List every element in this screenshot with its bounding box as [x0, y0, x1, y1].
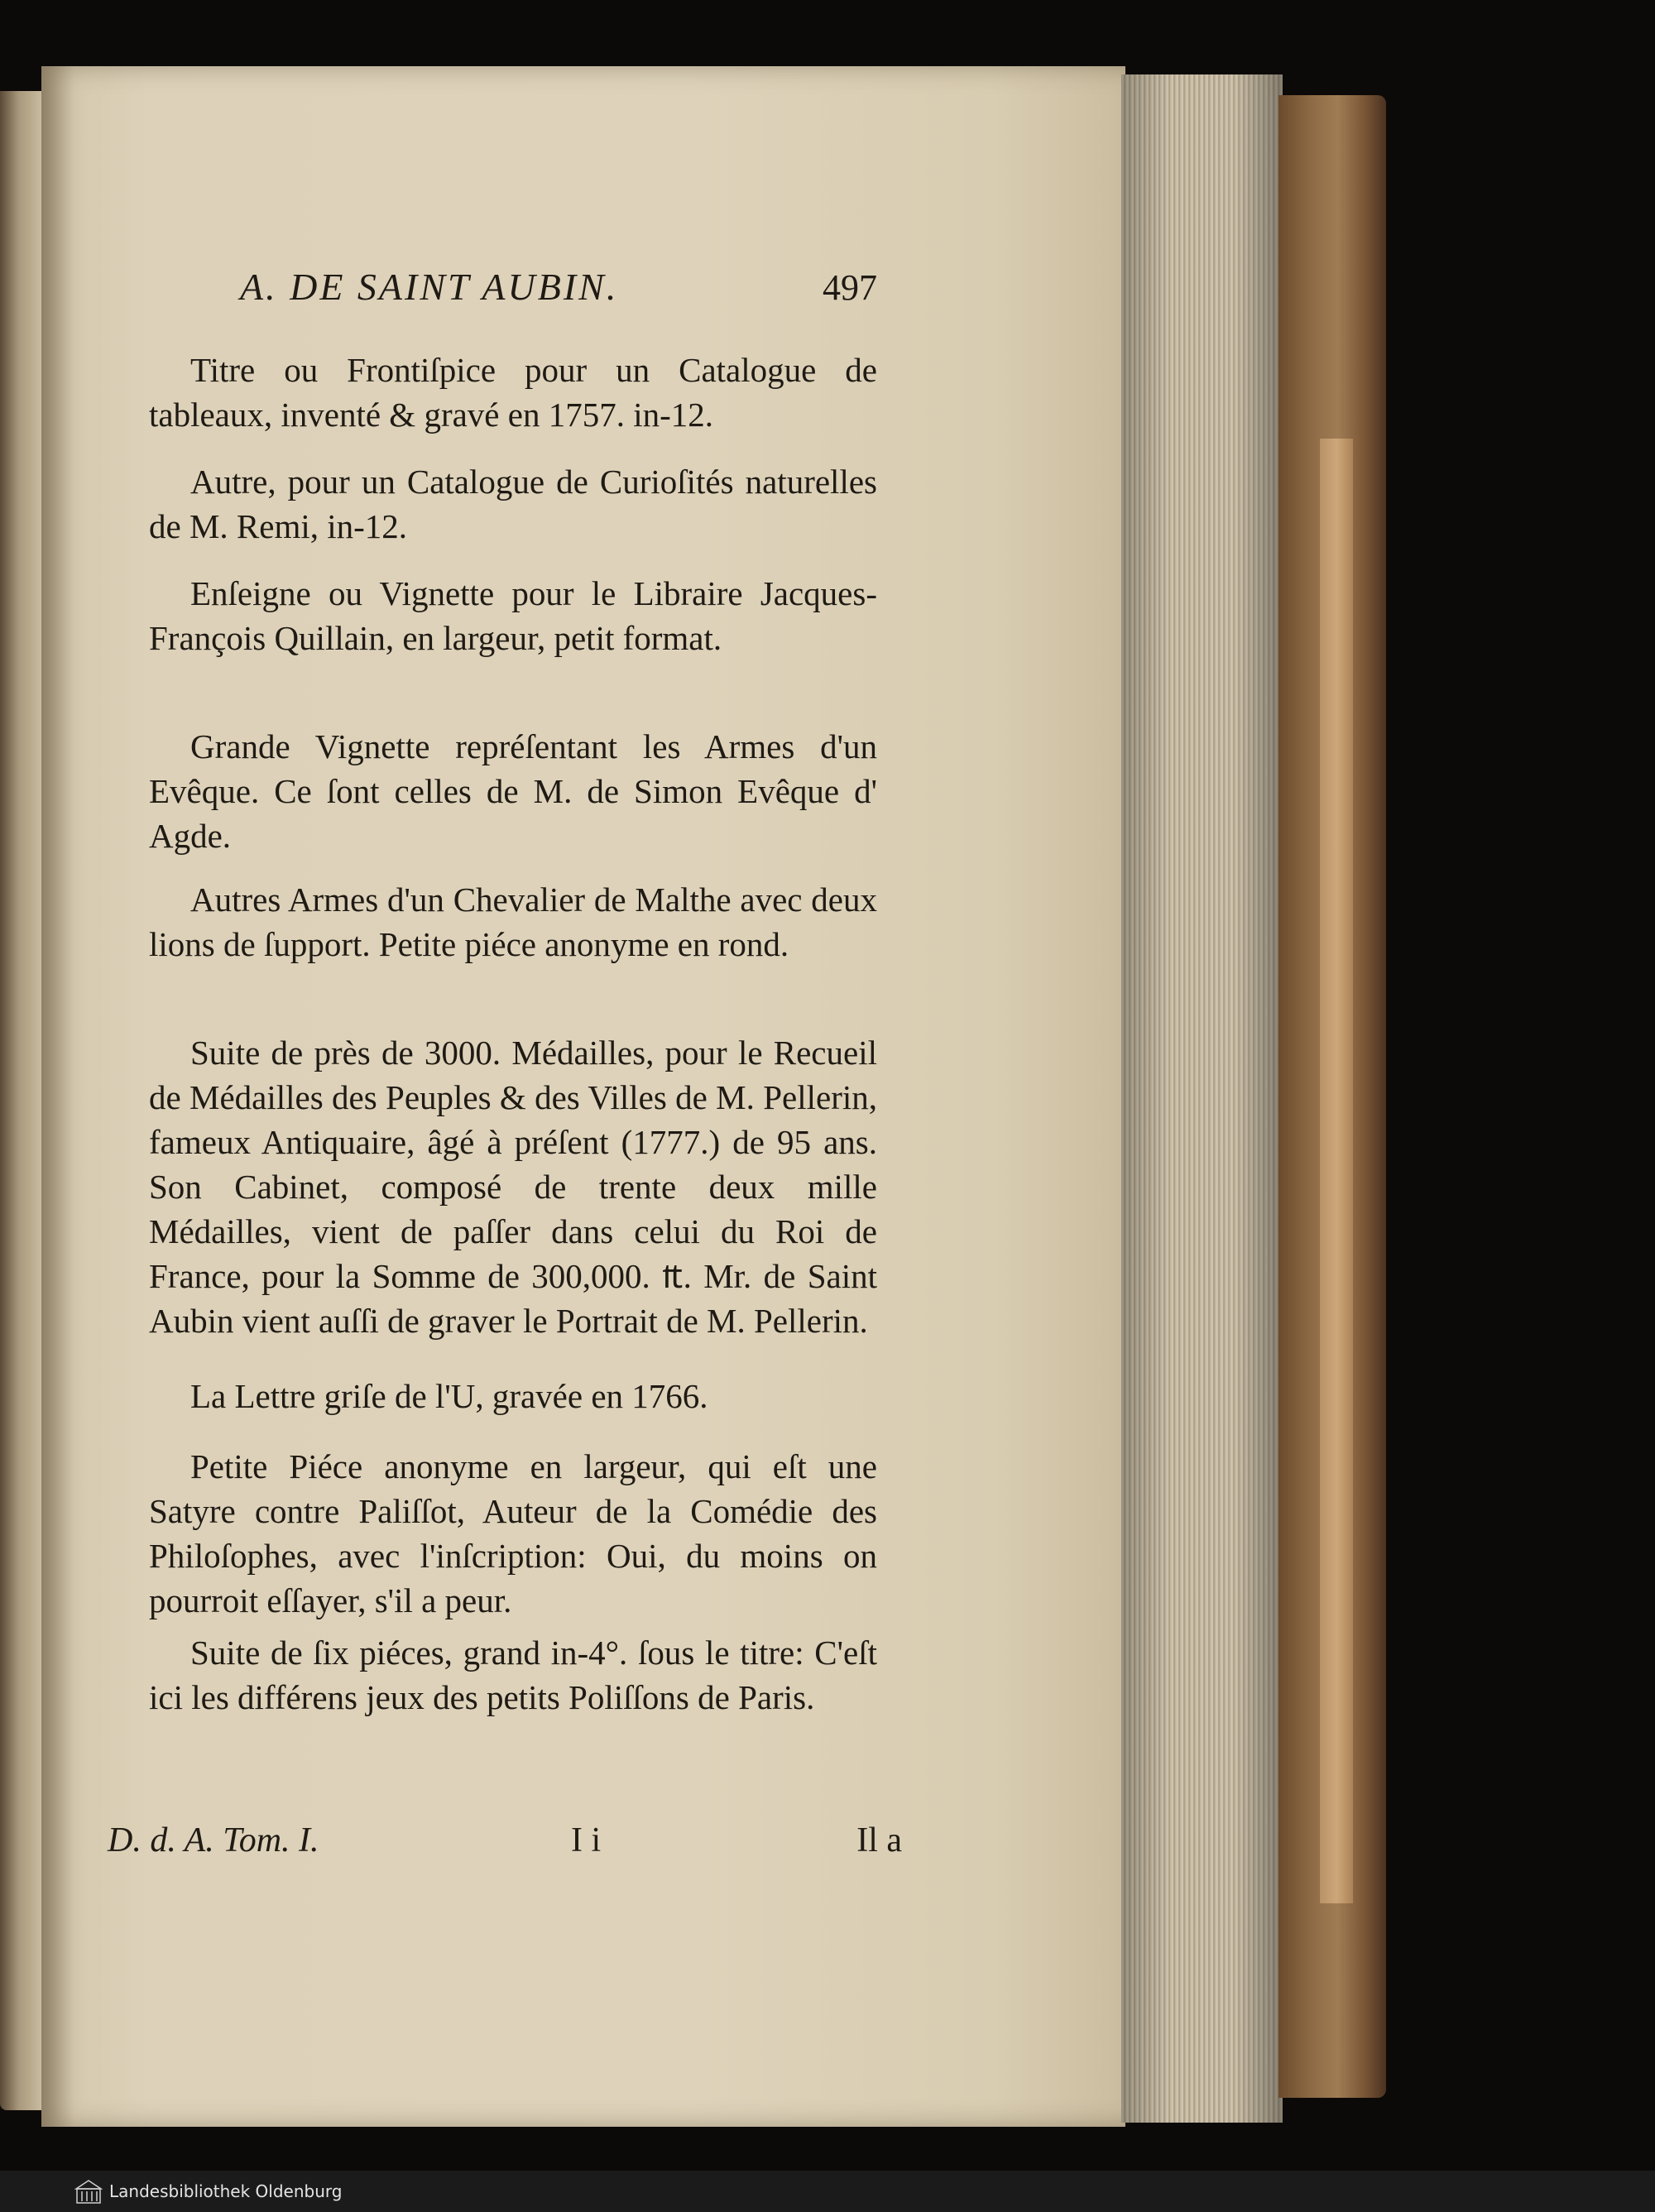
fore-edge-shadow: [1121, 74, 1283, 2123]
library-building-icon: [74, 2177, 103, 2205]
library-bar: [0, 2171, 1655, 2212]
gathering-mark: I i: [571, 1821, 602, 1859]
entry-4: Grande Vignette repréſentant les Armes d'un Evêque. Ce ſont celles de M. de Simon Evêque d' Agde.: [149, 727, 877, 855]
cover-pastedown: [1320, 439, 1353, 1903]
entry-7: La Lettre griſe de l'U, gravée en 1766.: [190, 1377, 708, 1415]
entry-3: Enſeigne ou Vignette pour le Libraire Jacques-François Quillain, en largeur, petit format.: [149, 574, 877, 657]
library-name: Landesbibliothek Oldenburg: [109, 2181, 343, 2201]
running-header: [240, 265, 877, 314]
entry-9: Suite de ſix piéces, grand in-4°. ſous le titre: C'eſt ici les différens jeux des petits Poliſſons de Paris.: [149, 1634, 877, 1716]
previous-page-edge: [0, 91, 41, 2110]
entry-8: Petite Piéce anonyme en largeur, qui eſt une Satyre contre Paliſſot, Auteur de la Comédie des Philoſophes, avec l'inſcription: Oui, du moins on pourroit eſſayer, s'il a peur.: [149, 1447, 877, 1619]
running-title: A. DE SAINT AUBIN.: [240, 266, 619, 308]
entry-1: Titre ou Frontiſpice pour un Catalogue de tableaux, inventé & gravé en 1757. in-12.: [149, 351, 877, 434]
entry-6: Suite de près de 3000. Médailles, pour le Recueil de Médailles des Peuples & des Villes de M. Pellerin, fameux Antiquaire, âgé à préſent (1777.) de 95 ans. Son Cabinet, composé de trente deux mille Médailles, vient de paſſer dans celui du Roi de France, pour la Somme de 300,000. ₶. Mr. de Saint Aubin vient auſſi de graver le Portrait de M. Pellerin.: [149, 1034, 877, 1340]
catchword: Il a: [856, 1821, 902, 1859]
entry-5: Autres Armes d'un Chevalier de Malthe avec deux lions de ſupport. Petite piéce anonyme en rond.: [149, 880, 877, 963]
entry-2: Autre, pour un Catalogue de Curioſités naturelles de M. Remi, in-12.: [149, 463, 877, 545]
signature-mark: D. d. A. Tom. I.: [108, 1821, 319, 1859]
page-footer: [108, 1821, 902, 1870]
page-number: 497: [823, 267, 877, 308]
